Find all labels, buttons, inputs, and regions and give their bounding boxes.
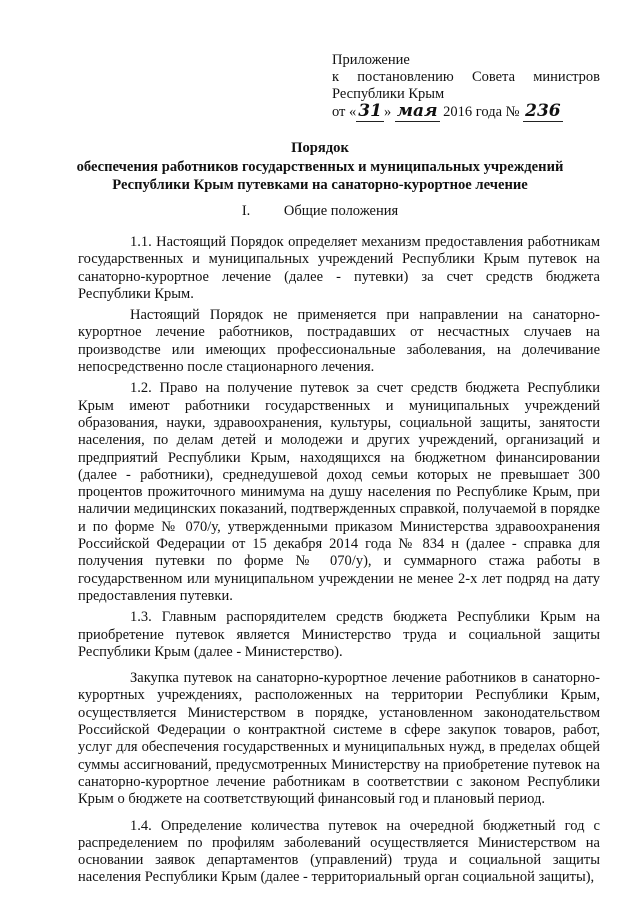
title-line: Республики Крым путевками на санаторно-курортное лечение [112,177,528,193]
appendix-republic: Республики Крым [332,86,445,102]
body-text [78,234,600,891]
appendix-word: министров [533,69,600,85]
title-line: Порядок [291,140,349,156]
paragraph-1-4: 1.4. Определение количества путевок на очередной бюджетный год с распределением по профилям заболеваний осуществляется Министерством на основании заявок департаментов (управлений) труда и социальной защиты населения Республики Крым (далее - территориальный орган социальной защиты), [78,817,600,886]
paragraph-exclusion: Настоящий Порядок не применяется при направлении на санаторно-курортное лечение работников, пострадавших от несчастных случаев на производстве или имеющих профессиональные заболевания, на долечивание непосредственно после стационарного лечения. [78,307,600,376]
appendix-word: Совета [471,69,516,85]
appendix-block [332,52,600,121]
section-title: Общие положения [283,203,399,219]
date-day-handwritten: 31 [358,101,382,121]
paragraph-procurement: Закупка путевок на санаторно-курортное лечение работников в санаторно-курортных учреждениях, расположенных на территории Республики Крым, осуществляется Министерством в порядке, установленном законодательством Российской Федерации о контрактной системе в сфере закупок товаров, работ, услуг для обеспечения государственных и муниципальных нужд, в пределах общей суммы ассигнований, предусмотренных Министерству на приобретение путевок на санаторно-курортное лечение работникам в соответствии с законом Республики Крым о бюджете на соответствующий финансовый год и плановый период. [78,670,600,808]
paragraph-1-2: 1.2. Право на получение путевок за счет средств бюджета Республики Крым имеют работники государственных и муниципальных учреждений образования, науки, здравоохранения, культуры, социальной защиты, занятости населения, по делам детей и молодежи и других учреждений, организаций и предприятий Республики Крым, находящихся на бюджетном финансировании (далее - работники), среднедушевой доход семьи которых не превышает 300 процентов прожиточного минимума на душу населения по Республике Крым, при наличии медицинских показаний, подтвержденных справкой, получаемой в порядке и по форме № 070/у, утвержденными приказом Министерства здравоохранения Российской Федерации от 15 декабря 2014 года № 834 н (далее - справка для получения путевки по форме № 070/у), и суммарного стажа работы в государственном или муниципальном учреждении не менее 2-х лет подряд на дату предоставления путевки. [78,380,600,604]
document-title [60,139,580,195]
date-mid: » [383,104,392,120]
appendix-resolution-line [332,69,600,86]
paragraph-1-1: 1.1. Настоящий Порядок определяет механизм предоставления работникам государственных и муниципальных учреждений Республики Крым путевок на санаторно-курортное лечение (далее - путевки) за счет средств бюджета Республики Крым. [78,234,600,302]
appendix-word: постановлению [357,69,454,85]
appendix-date-line [332,103,600,121]
date-prefix: от « [332,104,357,120]
appendix-heading: Приложение [332,52,410,68]
appendix-word: к [332,69,340,85]
paragraph-1-3: 1.3. Главным распорядителем средств бюджета Республики Крым на приобретение путевок является Министерство труда и социальной защиты Республики Крым (далее - Министерство). [78,609,600,660]
section-heading [0,203,640,220]
section-number: I. [241,203,251,219]
resolution-number-handwritten: 236 [525,101,561,121]
date-month-handwritten: мая [396,101,438,121]
date-suffix: 2016 года № [439,104,520,120]
title-line: обеспечения работников государственных и муниципальных учреждений [76,158,564,175]
